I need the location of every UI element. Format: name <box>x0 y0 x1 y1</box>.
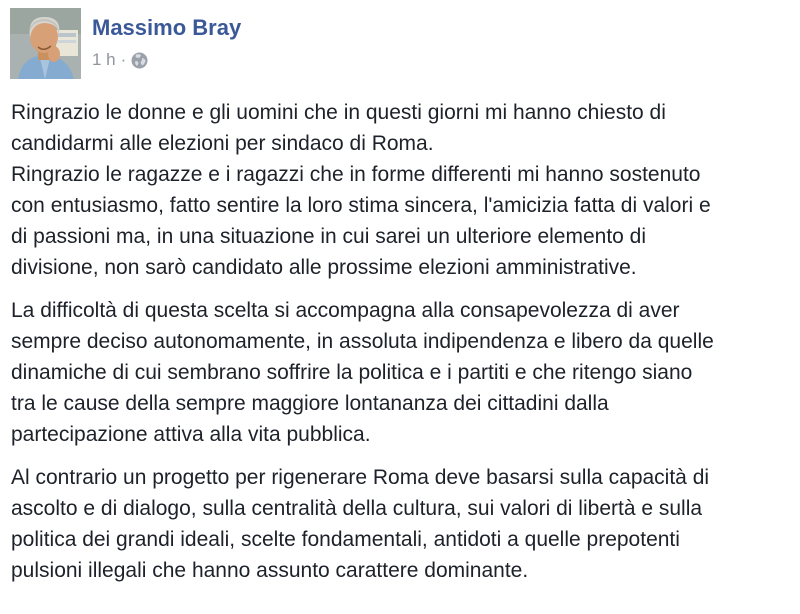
post-paragraph <box>11 295 793 450</box>
text-line: Ringrazio le ragazze e i ragazzi che in forme differenti mi hanno sostenuto <box>11 163 701 186</box>
meta-separator: · <box>120 50 127 69</box>
profile-picture[interactable] <box>10 8 81 79</box>
text-line: con entusiasmo, fatto sentire la loro stima sincera, l'amicizia fatta di valori e <box>11 194 711 217</box>
author-name-link[interactable]: Massimo Bray <box>92 15 242 40</box>
post-meta <box>92 50 241 69</box>
text-line: ascolto e di dialogo, sulla centralità della cultura, sui valori di libertà e sulla <box>11 497 703 520</box>
post-paragraph <box>11 462 793 586</box>
header-info <box>92 14 241 69</box>
text-line: dinamiche di cui sembrano soffrire la politica e i partiti e che ritengo siano <box>11 361 693 384</box>
post-paragraph <box>11 97 793 283</box>
post-body-text <box>11 97 793 586</box>
text-line: di passioni ma, in una situazione in cui sarei un ulteriore elemento di <box>11 225 647 248</box>
text-line: candidarmi alle elezioni per sindaco di Roma. <box>11 132 434 155</box>
timestamp[interactable]: 1 h <box>92 50 116 69</box>
text-line: sempre deciso autonomamente, in assoluta indipendenza e libero da quelle <box>11 330 714 353</box>
text-line: pulsioni illegali che hanno assunto carattere dominante. <box>11 559 529 582</box>
text-line: Al contrario un progetto per rigenerare Roma deve basarsi sulla capacità di <box>11 466 710 489</box>
text-line: partecipazione attiva alla vita pubblica. <box>11 423 371 446</box>
globe-icon <box>131 52 148 69</box>
post-header <box>0 0 800 90</box>
profile-photo-illustration <box>10 8 81 79</box>
text-line: divisione, non sarò candidato alle prossime elezioni amministrative. <box>11 256 637 279</box>
text-line: politica dei grandi ideali, scelte fondamentali, antidoti a quelle prepotenti <box>11 528 680 551</box>
text-line: Ringrazio le donne e gli uomini che in questi giorni mi hanno chiesto di <box>11 101 666 124</box>
text-line: La difficoltà di questa scelta si accompagna alla consapevolezza di aver <box>11 299 680 322</box>
text-line: tra le cause della sempre maggiore lontananza dei cittadini dalla <box>11 392 609 415</box>
